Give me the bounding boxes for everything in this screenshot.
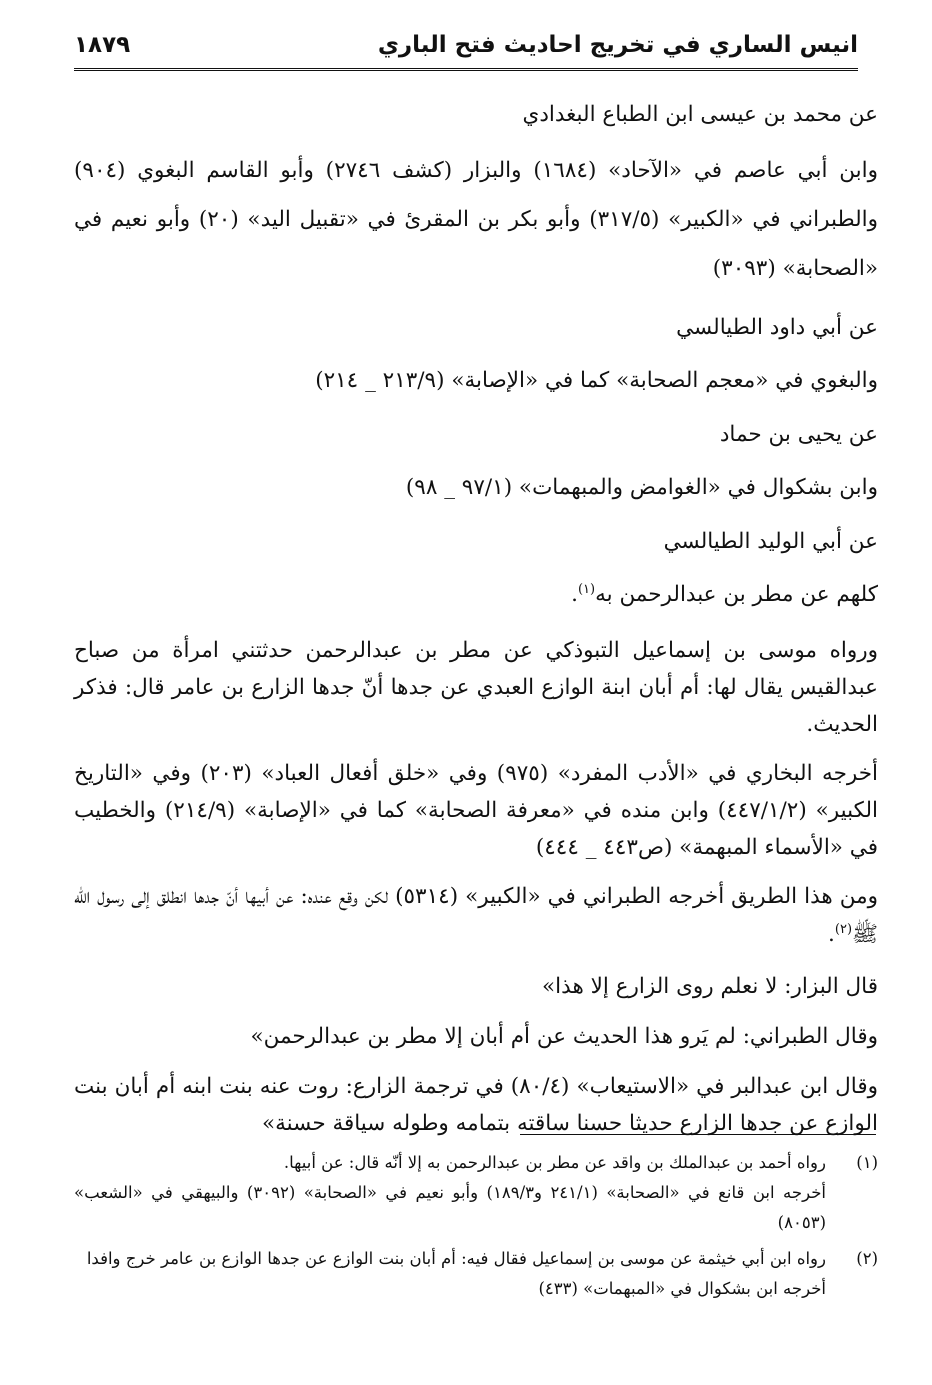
paragraph: أخرجه البخاري في «الأدب المفرد» (٩٧٥) وفي «خلق أفعال العباد» (٢٠٣) وفي «التاريخ الكبير» (٤٤٧/١/٢) وابن منده في «معرفة الصحابة» كما في «الإصابة» (٢١٤/٩) والخطيب في «الأسماء المبهمة» (ص٤٤٣ _ ٤٤٤)	[74, 760, 878, 860]
footnote-ref: (١)	[577, 581, 596, 597]
footnotes	[74, 1148, 878, 1304]
footnote-ref: (٢)	[834, 921, 853, 937]
footnote-number: (٢)	[856, 1249, 878, 1268]
paragraph	[74, 568, 878, 622]
footnote-line: رواه ابن أبي خيثمة عن موسى بن إسماعيل فقال فيه: أم أبان بنت الوازع عن جدها الوازع بن عامر خرج وافدا	[86, 1249, 826, 1268]
book-title: انيس الساري في تخريج احاديث فتح الباري	[377, 32, 858, 58]
footnote	[74, 1148, 878, 1238]
main-text	[74, 88, 878, 1142]
paragraph: وقال ابن عبدالبر في «الاستيعاب» (٨٠/٤) في ترجمة الزارع: روت عنه بنت ابنه أم أبان بنت الوازع عن جدها الزارع حديثا حسنا ساقته بتمامه وطوله سياقة حسنة»	[74, 1073, 879, 1136]
footnote-line: أخرجه ابن قانع في «الصحابة» (٢٤١/١ و١٨٩/٣) وأبو نعيم في «الصحابة» (٣٠٩٢) والبيهقي في «الشعب» (٨٠٥٣)	[74, 1183, 826, 1232]
footnote	[74, 1244, 878, 1304]
paragraph: ورواه موسى بن إسماعيل التبوذكي عن مطر بن عبدالرحمن حدثتني امرأة من صباح عبدالقيس يقال لها: أم أبان ابنة الوازع العبدي عن جدها أنّ جدها الزارع بن عامر قال: فذكر الحديث.	[74, 637, 878, 737]
paragraph: وابن أبي عاصم في «الآحاد» (١٦٨٤) والبزار (كشف ٢٧٤٦) وأبو القاسم البغوي (٩٠٤) والطبراني في «الكبير» (٣١٧/٥) وأبو بكر بن المقرئ في «تقبيل اليد» (٢٠) وأبو نعيم في «الصحابة» (٣٠٩٣)	[74, 157, 878, 281]
paragraph: عن أبي الوليد الطيالسي	[663, 528, 878, 554]
sentence-end: .	[828, 921, 835, 947]
running-header	[74, 30, 858, 71]
footnote-separator	[520, 1134, 876, 1135]
paragraph: وابن بشكوال في «الغوامض والمبهمات» (٩٧/١ _ ٩٨)	[405, 475, 878, 500]
sentence-end: .	[571, 582, 578, 607]
paragraph: وقال الطبراني: لم يَرو هذا الحديث عن أم أبان إلا مطر بن عبدالرحمن»	[250, 1023, 878, 1049]
paragraph: عن أبي داود الطيالسي	[676, 314, 878, 340]
footnote-line: رواه أحمد بن عبدالملك بن واقد عن مطر بن عبدالرحمن به إلا أنّه قال: عن أبيها.	[283, 1153, 826, 1172]
paragraph: قال البزار: لا نعلم روى الزارع إلا هذا»	[542, 973, 878, 999]
footnote-line: أخرجه ابن بشكوال في «المبهمات» (٤٣٣)	[538, 1279, 826, 1298]
page-number: ١٨٧٩	[74, 32, 131, 58]
paragraph: عن يحيى بن حماد	[719, 421, 878, 447]
paragraph-text: ومن هذا الطريق أخرجه الطبراني في «الكبير» (٥٣١٤) لكن وقع عنده: عن أبيها أنّ جدها انطلق إلى رسول الله ﷺ	[74, 883, 878, 947]
footnote-number: (١)	[856, 1153, 878, 1172]
paragraph: عن محمد بن عيسى ابن الطباع البغدادي	[522, 102, 878, 127]
paragraph-text: كلهم عن مطر بن عبدالرحمن به	[595, 582, 878, 607]
paragraph: والبغوي في «معجم الصحابة» كما في «الإصابة» (٢١٣/٩ _ ٢١٤)	[315, 368, 878, 393]
paragraph	[74, 878, 878, 954]
